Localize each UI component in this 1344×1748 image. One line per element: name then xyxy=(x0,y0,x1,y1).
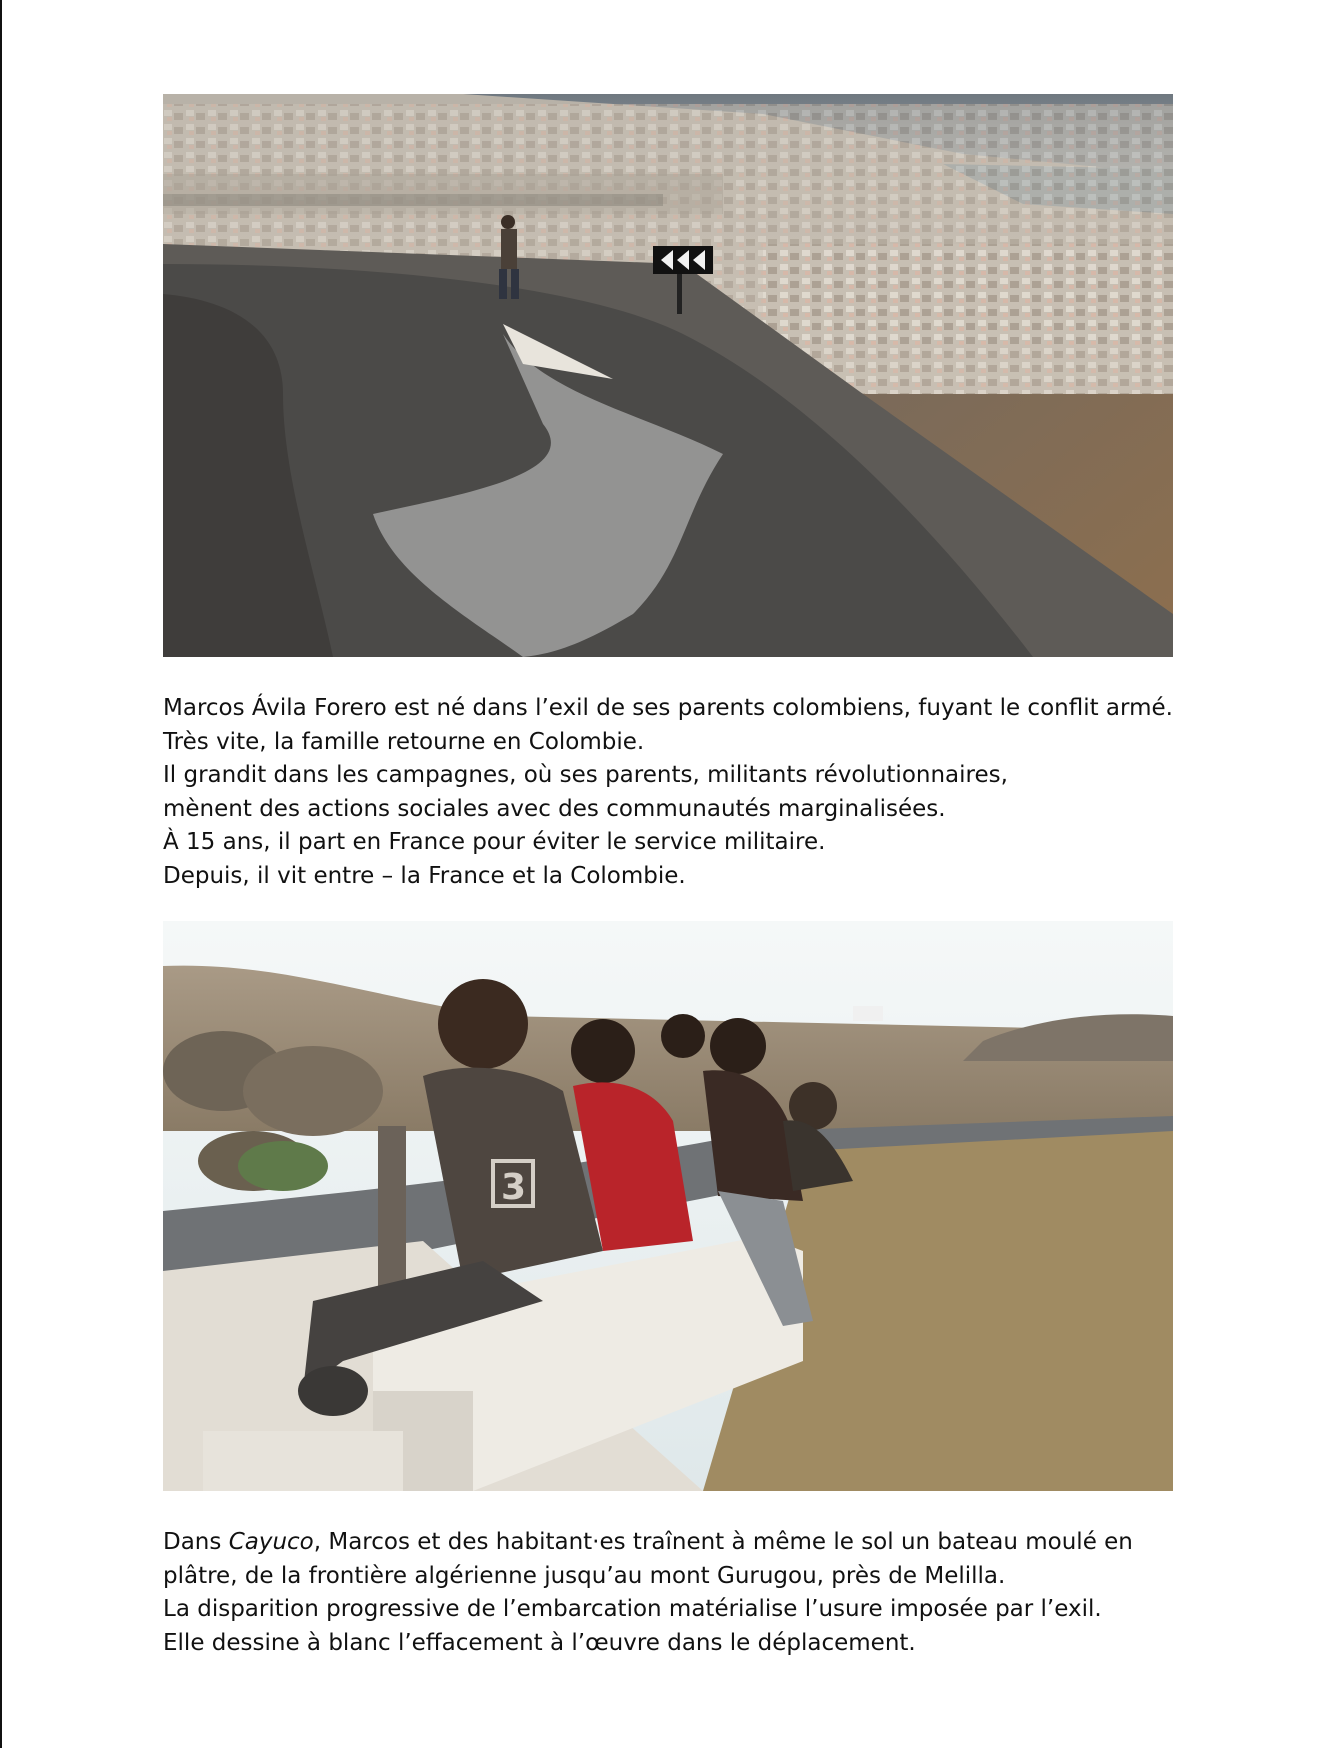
bio-line: Très vite, la famille retourne en Colombie. xyxy=(163,728,645,755)
jacket-number: 3 xyxy=(501,1167,527,1208)
bio-line: mènent des actions sociales avec des communautés marginalisées. xyxy=(163,795,946,822)
desc-suffix: , Marcos et des habitant·es traînent à même le sol un bateau moulé en xyxy=(313,1529,1133,1555)
bio-line: Depuis, il vit entre – la France et la Colombie. xyxy=(163,862,686,889)
desc-prefix: Dans xyxy=(163,1529,229,1555)
desc-line: plâtre, de la frontière algérienne jusqu’au mont Gurugou, près de Melilla. xyxy=(163,1562,1006,1589)
photo-road-overlooking-city xyxy=(163,94,1173,657)
artwork-description xyxy=(163,1526,1283,1660)
bio-line: Marcos Ávila Forero est né dans l’exil de ses parents colombiens, fuyant le conflit armé. xyxy=(163,695,1173,721)
desc-line: La disparition progressive de l’embarcation matérialise l’usure imposée par l’exil. xyxy=(163,1596,1102,1622)
desc-line: Elle dessine à blanc l’effacement à l’œuvre dans le déplacement. xyxy=(163,1629,916,1656)
artist-biography xyxy=(163,692,1283,893)
page-left-border xyxy=(0,0,2,1748)
desc-line xyxy=(163,1526,1283,1560)
photo-men-on-roadside-wall xyxy=(163,921,1173,1491)
bio-line: Il grandit dans les campagnes, où ses parents, militants révolutionnaires, xyxy=(163,762,1008,788)
bio-line: À 15 ans, il part en France pour éviter le service militaire. xyxy=(163,829,826,855)
work-title: Cayuco xyxy=(228,1529,314,1555)
